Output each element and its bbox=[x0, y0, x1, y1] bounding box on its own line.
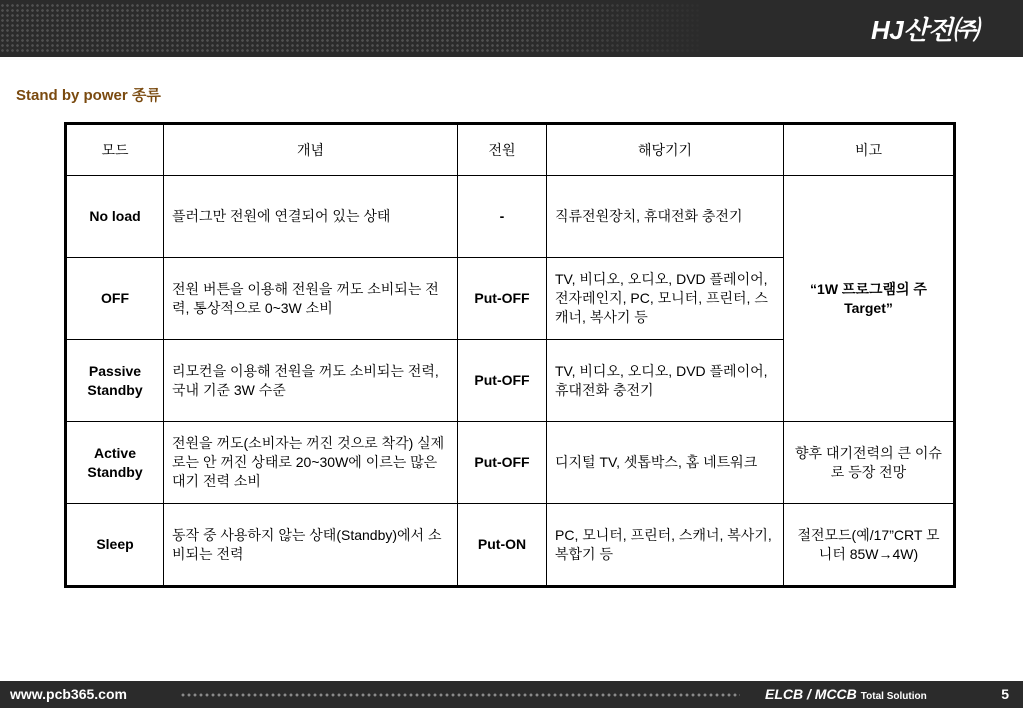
cell-power: Put-ON bbox=[458, 504, 547, 587]
cell-devices: TV, 비디오, 오디오, DVD 플레이어, 휴대전화 충전기 bbox=[547, 340, 784, 422]
footer-url: www.pcb365.com bbox=[10, 686, 127, 702]
cell-concept: 동작 중 사용하지 않는 상태(Standby)에서 소비되는 전력 bbox=[164, 504, 458, 587]
cell-note-merged: “1W 프로그램의 주 Target” bbox=[784, 176, 955, 422]
brand-logo: HJ산전㈜ bbox=[871, 15, 978, 45]
cell-power: Put-OFF bbox=[458, 422, 547, 504]
cell-note: 절전모드(예/17”CRT 모니터 85W→4W) bbox=[784, 504, 955, 587]
cell-devices: PC, 모니터, 프린터, 스캐너, 복사기, 복합기 등 bbox=[547, 504, 784, 587]
header-note: 비고 bbox=[784, 124, 955, 176]
footer-solution bbox=[765, 686, 927, 702]
cell-note: 향후 대기전력의 큰 이슈로 등장 전망 bbox=[784, 422, 955, 504]
footer-solution-title: ELCB / MCCB bbox=[765, 686, 857, 702]
page-title: Stand by power 종류 bbox=[16, 87, 161, 104]
cell-power: - bbox=[458, 176, 547, 258]
footer-solution-sub: Total Solution bbox=[860, 691, 927, 702]
table-row bbox=[66, 422, 955, 504]
standby-power-table bbox=[64, 122, 956, 588]
cell-power: Put-OFF bbox=[458, 258, 547, 340]
cell-devices: TV, 비디오, 오디오, DVD 플레이어, 전자레인지, PC, 모니터, 프린터, 스캐너, 복사기 등 bbox=[547, 258, 784, 340]
cell-mode: Active Standby bbox=[66, 422, 164, 504]
cell-concept: 전원을 꺼도(소비자는 꺼진 것으로 착각) 실제로는 안 꺼진 상태로 20~30W에 이르는 많은 대기 전력 소비 bbox=[164, 422, 458, 504]
cell-mode: OFF bbox=[66, 258, 164, 340]
cell-concept: 플러그만 전원에 연결되어 있는 상태 bbox=[164, 176, 458, 258]
header-mode: 모드 bbox=[66, 124, 164, 176]
page-number: 5 bbox=[1001, 686, 1009, 702]
cell-concept: 리모컨을 이용해 전원을 꺼도 소비되는 전력, 국내 기준 3W 수준 bbox=[164, 340, 458, 422]
header-devices: 해당기기 bbox=[547, 124, 784, 176]
cell-power: Put-OFF bbox=[458, 340, 547, 422]
table-header-row bbox=[66, 124, 955, 176]
cell-mode: No load bbox=[66, 176, 164, 258]
cell-devices: 디지털 TV, 셋톱박스, 홈 네트워크 bbox=[547, 422, 784, 504]
header-concept: 개념 bbox=[164, 124, 458, 176]
header-bar bbox=[0, 0, 1023, 57]
header-power: 전원 bbox=[458, 124, 547, 176]
table-row bbox=[66, 504, 955, 587]
table-row bbox=[66, 176, 955, 258]
cell-concept: 전원 버튼을 이용해 전원을 꺼도 소비되는 전력, 통상적으로 0~3W 소비 bbox=[164, 258, 458, 340]
cell-devices: 직류전원장치, 휴대전화 충전기 bbox=[547, 176, 784, 258]
footer-bar bbox=[0, 681, 1023, 708]
cell-mode: Passive Standby bbox=[66, 340, 164, 422]
footer-dot-pattern bbox=[180, 692, 740, 698]
cell-mode: Sleep bbox=[66, 504, 164, 587]
